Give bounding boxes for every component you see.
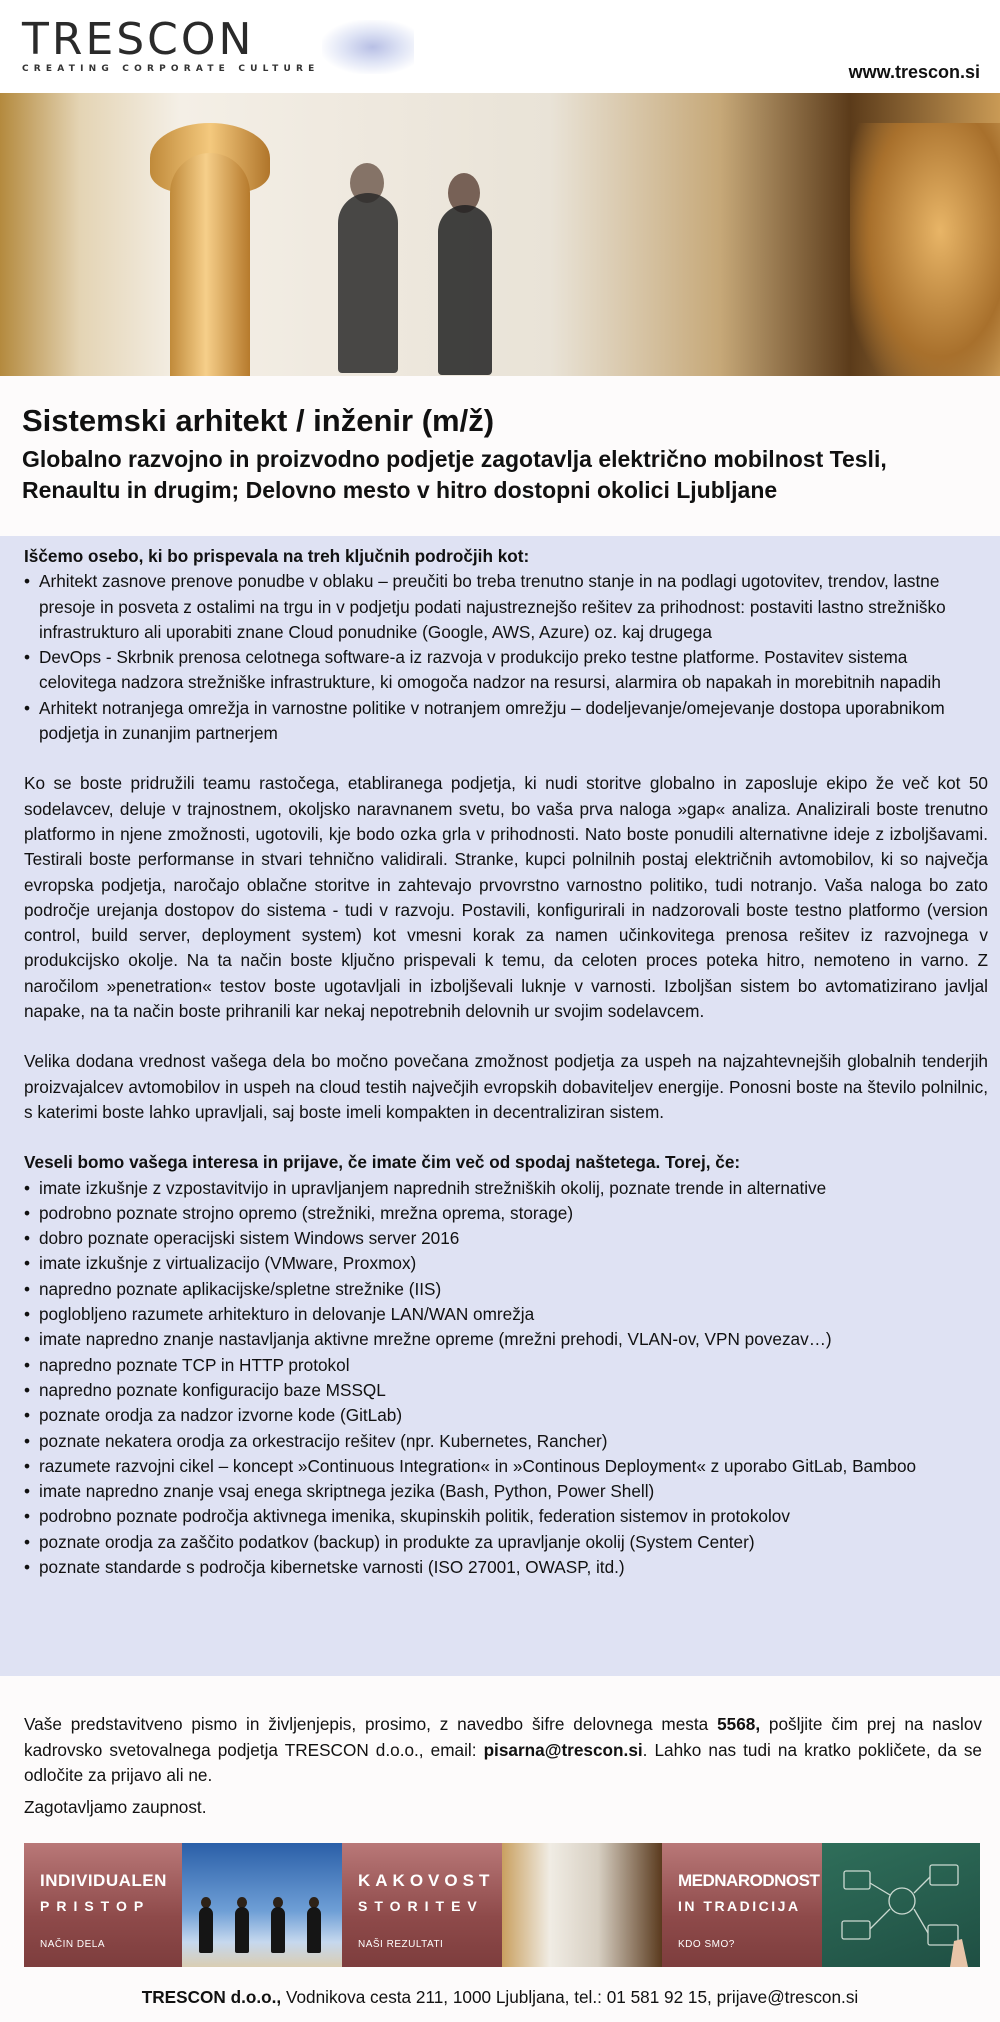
paragraph-role: Ko se boste pridružili teamu rastočega, etabliranega podjetja, ki nudi storitve globalno in zaposluje ekipo že več kot 50 sodelavcev, deluje v trajnostnem, okoljsko naravnanem svetu, bo vaša prva naloga »gap« analiza. Analizirali boste trenutno platformo in njene zmožnosti, ugotovili, kje bodo ozka grla v prihodnosti. Nato boste ponudili alternativne ideje z izboljšavami. Testirali boste performanse in stvari tehnično validirali. Stranke, kupci polnilnih postaj električnih avtomobilov, ki so največja evropska podjetja, naročajo oblačne storitve in zahtevajo prvovrstno varnostno politiko, tudi notranjo. Vaša naloga bo zato področje urejanja dostopov do sistema - tudi v razvoju. Postavili, konfigurirali in nadzorovali boste testno platformo (version control, build server, deployment system) kot vmesni korak za namen učinkovitega prenosa rešitev iz razvojnega v produkcijsko okolje. Na ta način boste ključno prispevali k temu, da celoten proces poteka hitro, nemoteno in varno. Z naročilom »penetration« testov boste ugotavljali in izboljševali luknje v varnosti. Izboljšan sistem bo avtomatizirano javljal napake, na ta način boste prihranili kar nekaj nepotrebnih delovnih ur svojim sodelavcem.: [24, 773, 988, 1022]
list-item: • imate napredno znanje nastavljanja aktivne mrežne opreme (mrežni prehodi, VLAN-ov, VPN povezav…): [24, 1327, 988, 1352]
person-silhouette: [338, 193, 398, 373]
banner-panel-international[interactable]: [662, 1843, 822, 1967]
chess-king: [170, 153, 250, 376]
logo-text: TRESCON: [22, 14, 255, 65]
email-link[interactable]: pisarna@trescon.si: [483, 1739, 643, 1760]
list-item: • napredno poznate aplikacijske/spletne strežnike (IIS): [24, 1277, 988, 1302]
footer: [0, 1987, 1000, 2008]
intro-list: [24, 569, 988, 746]
title-block: [0, 376, 1000, 506]
list-item: • poznate orodja za zaščito podatkov (backup) in produkte za upravljanje okolij (System Center): [24, 1530, 988, 1555]
banner-panel-individual[interactable]: [24, 1843, 182, 1967]
banner-panel-quality[interactable]: [342, 1843, 502, 1967]
application-paragraph: Vaše predstavitveno pismo in življenjepis, prosimo, z navedbo šifre delovnega mesta 5568, pošljite čim prej na naslov kadrovsko svetovalnega podjetja TRESCON d.o.o., email: pisarna@trescon.si. Lahko nas tudi na kratko pokličete, da se odločite za prijavo ali ne.: [24, 1714, 982, 1785]
list-item: • poznate standarde s področja kibernetske varnosti (ISO 27001, OWASP, itd.): [24, 1555, 988, 1580]
person-silhouette: [438, 205, 492, 375]
banner-link[interactable]: NAŠI REZULTATI: [358, 1939, 444, 1950]
list-item: • poznate orodja za nadzor izvorne kode (GitLab): [24, 1403, 988, 1428]
list-item: • imate izkušnje z virtualizacijo (VMware, Proxmox): [24, 1251, 988, 1276]
hero-image: [0, 93, 1000, 376]
banner-image-chess: [502, 1843, 662, 1967]
logo-dots-graphic: [322, 20, 414, 74]
network-diagram-icon: [822, 1843, 980, 1967]
list-item: • poglobljeno razumete arhitekturo in delovanje LAN/WAN omrežja: [24, 1302, 988, 1327]
list-item: • Arhitekt zasnove prenove ponudbe v oblaku – preučiti bo treba trenutno stanje in na podlagi ugotovitev, trendov, lastne presoje in posveta z ostalimi na trgu in v podjetju podati najustreznejšo rešitev za prihodnost: postaviti lastno strežniško infrastrukturo ali uporabiti znane Cloud ponudnike (Google, AWS, Azure) oz. kaj drugega: [24, 569, 988, 645]
job-title: Sistemski arhitekt / inženir (m/ž): [22, 403, 495, 438]
website-link[interactable]: www.trescon.si: [848, 62, 980, 82]
list-item: • razumete razvojni cikel – koncept »Continuous Integration« in »Continous Deployment« z uporabo GitLab, Bamboo: [24, 1454, 988, 1479]
paragraph-value: Velika dodana vrednost vašega dela bo močno povečana zmožnost podjetja za uspeh na najzahtevnejših globalnih tenderjih proizvajalcev avtomobilov in uspeh na cloud testih največjih evropskih dobaviteljev energije. Ponosni boste na število polnilnic, s katerimi boste lahko upravljali, saj boste imeli kompakten in decentraliziran sistem.: [24, 1051, 988, 1122]
list-item: • DevOps - Skrbnik prenosa celotnega software-a iz razvoja v produkcijo preko testne platforme. Postavitev sistema celovitega nadzora strežniške infrastrukture, ki omogoča nadzor na resursi, alarmira ob napakah in morebitnih napadih: [24, 645, 988, 696]
list-item: • Arhitekt notranjega omrežja in varnostne politike v notranjem omrežju – dodeljevanje/omejevanje dostopa uporabnikom podjetja in zunanjim partnerjem: [24, 696, 988, 747]
list-item: • dobro poznate operacijski sistem Windows server 2016: [24, 1226, 988, 1251]
banner-subtitle: IN TRADICIJA: [678, 1898, 801, 1914]
banner-title: MEDNARODNOST: [678, 1871, 820, 1890]
list-item: • poznate nekatera orodja za orkestracijo rešitev (npr. Kubernetes, Rancher): [24, 1429, 988, 1454]
banner-link[interactable]: NAČIN DELA: [40, 1939, 106, 1950]
list-item: • podrobno poznate področja aktivnega imenika, skupinskih politik, federation sistemov in protokolov: [24, 1504, 988, 1529]
trescon-logo[interactable]: [22, 14, 320, 74]
header: [0, 0, 1000, 93]
banner-image-diagram: [822, 1843, 980, 1967]
list-item: • podrobno poznate strojno opremo (strežniki, mrežna oprema, storage): [24, 1201, 988, 1226]
requirements-heading: Veseli bomo vašega interesa in prijave, če imate čim več od spodaj naštetega. Torej, če:: [24, 1152, 741, 1173]
banner-link[interactable]: KDO SMO?: [678, 1939, 735, 1950]
application-info: [24, 1712, 982, 1820]
footer-company: TRESCON d.o.o.,: [141, 1987, 282, 2007]
banner-subtitle: STORITEV: [358, 1898, 484, 1914]
bottom-banner: [24, 1843, 980, 1967]
footer-details: Vodnikova cesta 211, 1000 Ljubljana, tel.: 01 581 92 15, prijave@trescon.si: [281, 1987, 859, 2007]
list-item: • napredno poznate konfiguracijo baze MSSQL: [24, 1378, 988, 1403]
list-item: • napredno poznate TCP in HTTP protokol: [24, 1353, 988, 1378]
banner-subtitle: PRISTOP: [40, 1898, 151, 1914]
chess-piece-right: [850, 123, 1000, 376]
list-item: • imate napredno znanje vsaj enega skriptnega jezika (Bash, Python, Power Shell): [24, 1479, 988, 1504]
job-description: [24, 544, 988, 1580]
confidentiality-note: Zagotavljamo zaupnost.: [24, 1796, 207, 1817]
banner-title: KAKOVOST: [358, 1871, 495, 1890]
intro-heading: Iščemo osebo, ki bo prispevala na treh ključnih področjih kot:: [24, 546, 530, 566]
list-item: • imate izkušnje z vzpostavitvijo in upravljanjem naprednih strežniških okolij, poznate trende in alternative: [24, 1176, 988, 1201]
banner-title: INDIVIDUALEN: [40, 1871, 167, 1890]
requirements-list: [24, 1176, 988, 1581]
job-subtitle: Globalno razvojno in proizvodno podjetje zagotavlja električno mobilnost Tesli, Renaultu in drugim; Delovno mesto v hitro dostopni okolici Ljubljane: [22, 446, 887, 503]
job-code: 5568,: [717, 1714, 761, 1734]
banner-image-business: [182, 1843, 342, 1967]
logo-tagline: CREATING CORPORATE CULTURE: [22, 64, 320, 74]
